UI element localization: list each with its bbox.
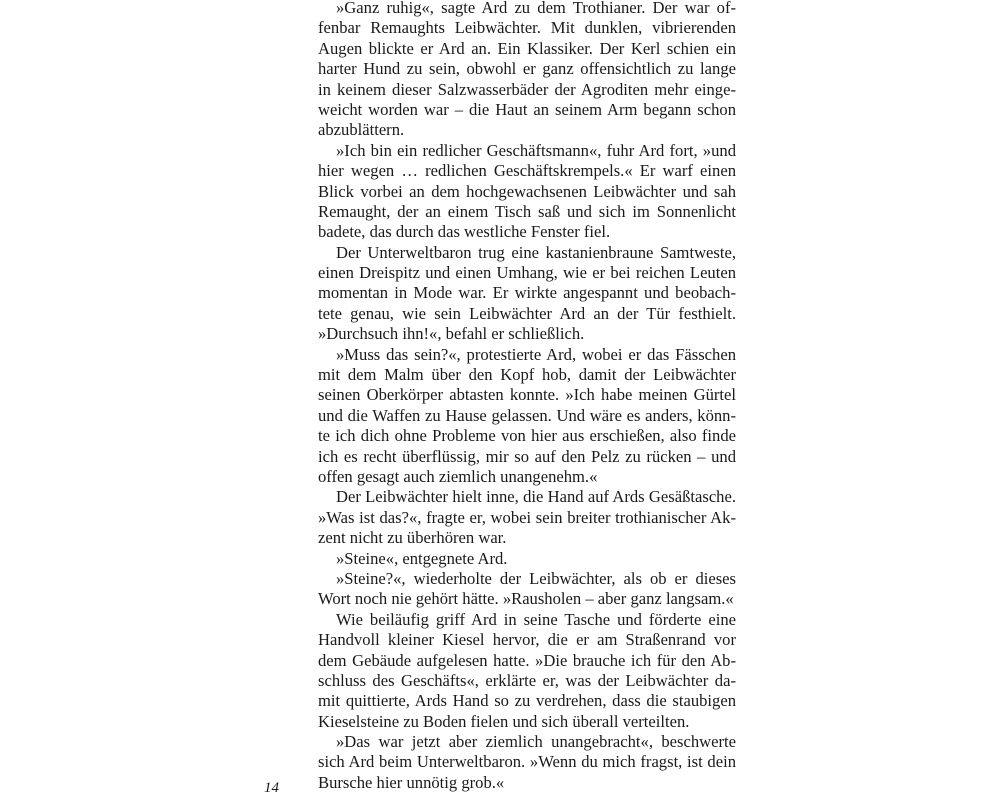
text-line: dem Gebäude aufgelesen hatte. »Die brauche ich für den Ab- [318,650,736,670]
text-line: zent nicht zu überhören war. [318,528,507,548]
text-line: Bursche hier unnötig grob.« [318,772,505,792]
text-line: mit quittierte, Ards Hand so zu verdrehen, dass die staubigen [318,691,736,711]
text-line: Wort noch nie gehört hätte. »Rausholen – aber ganz langsam.« [318,589,734,609]
text-line: Kieselsteine zu Boden fielen und sich überall verteilten. [318,711,690,731]
text-line: offen gesagt auch ziemlich unangenehm.« [318,466,598,486]
page-number: 14 [264,780,279,796]
text-line: »Das war jetzt aber ziemlich unangebracht«, beschwerte [336,732,736,752]
text-line: fenbar Remaughts Leibwächter. Mit dunklen, vibrierenden [318,18,736,38]
text-line: Remaught, der an einem Tisch saß und sich im Sonnenlicht [318,201,736,221]
text-line: »Durchsuch ihn!«, befahl er schließlich. [318,324,585,344]
text-line: Handvoll kleiner Kiesel hervor, die er am Straßenrand vor [318,630,736,650]
text-line: sich Ard beim Unterweltbaron. »Wenn du mich fragst, ist dein [318,752,736,772]
text-line: schluss des Geschäfts«, erklärte er, was der Leibwächter da- [318,670,736,690]
text-line: momentan in Mode war. Er wirkte angespannt und beobach- [318,283,736,303]
text-line: »Steine«, entgegnete Ard. [336,548,508,568]
text-line: seinen Oberkörper abtasten konnte. »Ich habe meinen Gürtel [318,385,736,405]
text-line: Wie beiläufig griff Ard in seine Tasche und förderte eine [336,609,736,629]
text-line: mit dem Malm über den Kopf hob, damit der Leibwächter [318,365,736,385]
text-line: tete genau, wie sein Leibwächter Ard an der Tür festhielt. [318,303,736,323]
text-line: in keinem dieser Salzwasserbäder der Agroditen mehr einge- [318,79,736,99]
text-line: Blick vorbei an dem hochgewachsenen Leibwächter und sah [318,181,736,201]
text-line: ich es recht überflüssig, mir so auf den Pelz zu rücken – und [318,446,736,466]
text-line: abzublättern. [318,120,405,140]
text-line: harter Hund zu sein, obwohl er ganz offensichtlich zu lange [318,59,736,79]
text-line: te ich dich ohne Probleme von hier aus erschießen, also finde [318,426,736,446]
text-line: hier wegen … redlichen Geschäftskrempels.« Er warf einen [318,161,736,181]
text-line: »Ich bin ein redlicher Geschäftsmann«, fuhr Ard fort, »und [336,140,736,160]
text-line: »Steine?«, wiederholte der Leibwächter, als ob er dieses [336,568,736,588]
text-line: Augen blickte er Ard an. Ein Klassiker. Der Kerl schien ein [318,38,736,58]
text-column [318,0,736,793]
text-line: Der Unterweltbaron trug eine kastanienbraune Samtweste, [336,242,736,262]
text-line: »Was ist das?«, fragte er, wobei sein breiter trothianischer Ak- [318,507,736,527]
text-line: und die Waffen zu Hause gelassen. Und wäre es anders, könn- [318,405,736,425]
text-line: badete, das durch das westliche Fenster fiel. [318,222,611,242]
text-line: einen Dreispitz und einen Umhang, wie er bei reichen Leuten [318,263,736,283]
text-line: weicht worden war – die Haut an seinem Arm begann schon [318,99,736,119]
text-line: Der Leibwächter hielt inne, die Hand auf Ards Gesäßtasche. [336,487,736,507]
text-line: »Ganz ruhig«, sagte Ard zu dem Trothianer. Der war of- [336,0,736,17]
text-line: »Muss das sein?«, protestierte Ard, wobei er das Fässchen [336,344,736,364]
